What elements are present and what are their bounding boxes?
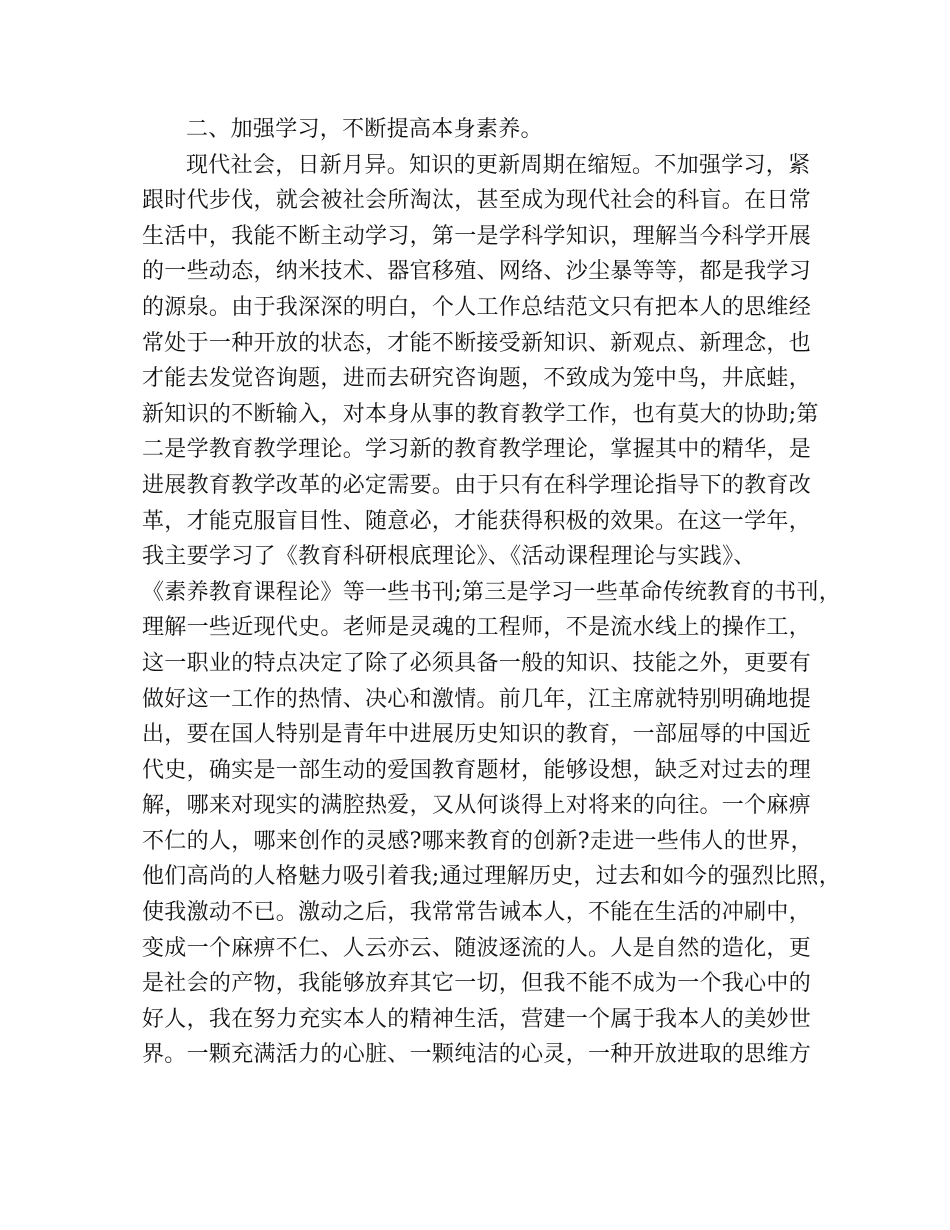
paragraph-line: 这一职业的特点决定了除了必须具备一般的知识、技能之外，更要有 [142,650,812,676]
paragraph-line: 使我激动不已。激动之后，我常常告诫本人，不能在生活的冲刷中， [142,900,812,926]
paragraph-line: 界。一颗充满活力的心脏、一颗纯洁的心灵，一种开放进取的思维方 [142,1042,812,1068]
paragraph-line: 现代社会，日新月异。知识的更新周期在缩短。不加强学习，紧 [186,152,811,178]
paragraph-line: 代史，确实是一部生动的爱国教育题材，能够设想，缺乏对过去的理 [142,757,812,783]
paragraph-line: 跟时代步伐，就会被社会所淘汰，甚至成为现代社会的科盲。在日常 [142,188,812,214]
paragraph-line: 我主要学习了《教育科研根底理论》、《活动课程理论与实践》、 [142,544,756,570]
paragraph-line: 进展教育教学改革的必定需要。由于只有在科学理论指导下的教育改 [142,472,812,498]
paragraph-line: 不仁的人，哪来创作的灵感?哪来教育的创新?走进一些伟人的世界， [142,828,813,854]
paragraph-line: 是社会的产物，我能够放弃其它一切，但我不能不成为一个我心中的 [142,971,812,997]
paragraph-line: 他们高尚的人格魅力吸引着我;通过理解历史，过去和如今的强烈比照， [142,864,842,890]
paragraph-line: 好人，我在努力充实本人的精神生活，营建一个属于我本人的美妙世 [142,1006,812,1032]
paragraph-line: 新知识的不断输入，对本身从事的教育教学工作，也有莫大的协助;第 [142,401,819,427]
paragraph-line: 常处于一种开放的状态，才能不断接受新知识、新观点、新理念，也 [142,330,812,356]
paragraph-line: 的一些动态，纳米技术、器官移殖、网络、沙尘暴等等，都是我学习 [142,259,812,285]
paragraph-line: 理解一些近现代史。老师是灵魂的工程师，不是流水线上的操作工， [142,615,812,641]
section-heading: 二、加强学习，不断提高本身素养。 [186,117,543,142]
paragraph-line: 做好这一工作的热情、决心和激情。前几年，江主席就特别明确地提 [142,686,812,712]
paragraph-line: 变成一个麻痹不仁、人云亦云、随波逐流的人。人是自然的造化，更 [142,935,812,961]
paragraph-line: 的源泉。由于我深深的明白，个人工作总结范文只有把本人的思维经 [142,294,812,320]
paragraph-line: 革，才能克服盲目性、随意必，才能获得积极的效果。在这一学年， [142,508,812,534]
paragraph-line: 《素养教育课程论》等一些书刊;第三是学习一些革命传统教育的书刊， [142,579,842,605]
body-text [142,112,842,1073]
paragraph-line: 二是学教育教学理论。学习新的教育教学理论，掌握其中的精华，是 [142,437,812,463]
paragraph-line: 出，要在国人特别是青年中进展历史知识的教育，一部屈辱的中国近 [142,722,812,748]
paragraph-line: 生活中，我能不断主动学习，第一是学科学知识，理解当今科学开展 [142,223,812,249]
paragraph-line: 才能去发觉咨询题，进而去研究咨询题，不致成为笼中鸟，井底蛙， [142,366,812,392]
paragraph-line: 解，哪来对现实的满腔热爱，又从何谈得上对将来的向往。一个麻痹 [142,793,812,819]
